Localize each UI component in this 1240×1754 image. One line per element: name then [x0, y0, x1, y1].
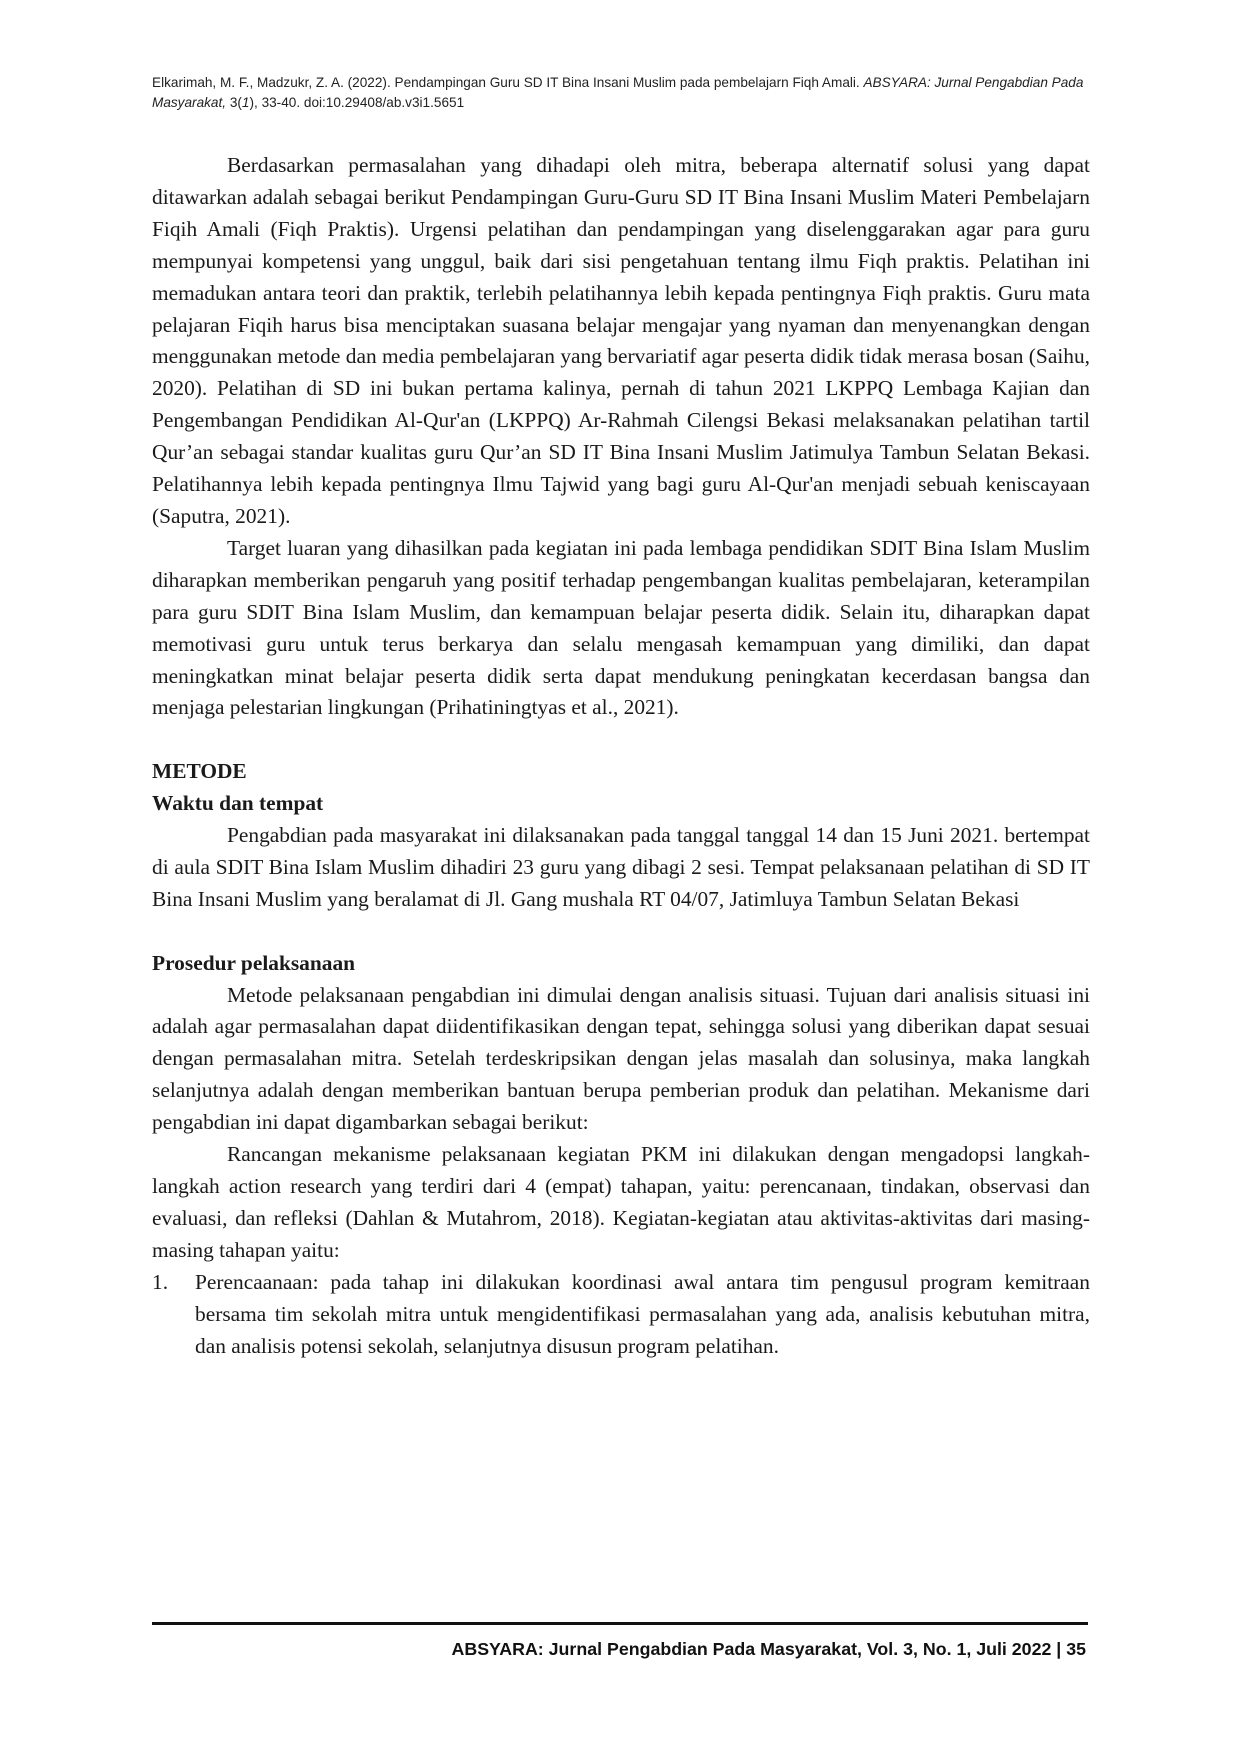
- list-item: [152, 1267, 1090, 1363]
- section-spacer: [152, 916, 1090, 948]
- page-footer: ABSYARA: Jurnal Pengabdian Pada Masyarakat, Vol. 3, No. 1, Juli 2022 | 35: [451, 1639, 1086, 1659]
- citation-pages-doi: ), 33-40. doi:10.29408/ab.v3i1.5651: [249, 95, 465, 110]
- footer-rule: [152, 1622, 1088, 1625]
- section-spacer: [152, 724, 1090, 756]
- citation-header: [152, 73, 1102, 113]
- citation-authors: Elkarimah, M. F., Madzukr, Z. A. (2022). Pendampingan Guru SD IT Bina Insani Muslim pada pembelajarn Fiqh Amali.: [152, 75, 864, 90]
- paragraph-prosedur: Metode pelaksanaan pengabdian ini dimulai dengan analisis situasi. Tujuan dari analisis situasi ini adalah agar permasalahan dapat diidentifikasikan dengan tepat, sehingga solusi yang diberikan dapat sesuai dengan permasalahan mitra. Setelah terdeskripsikan dengan jelas masalah dan solusinya, maka langkah selanjutnya adalah dengan memberikan bantuan berupa pemberian produk dan pelatihan. Mekanisme dari pengabdian ini dapat digambarkan sebagai berikut:: [152, 982, 1090, 1135]
- citation-issue: 1: [241, 95, 250, 110]
- citation-line-1: [152, 73, 1102, 113]
- article-body: [152, 150, 1090, 1362]
- list-item-number: 1.: [152, 1269, 169, 1294]
- paragraph-rancangan: Rancangan mekanisme pelaksanaan kegiatan PKM ini dilakukan dengan mengadopsi langkah-langkah action research yang terdiri dari 4 (empat) tahapan, yaitu: perencanaan, tindakan, observasi dan evaluasi, dan refleksi (Dahlan & Mutahrom, 2018). Kegiatan-kegiatan atau aktivitas-aktivitas dari masing-masing tahapan yaitu:: [152, 1142, 1090, 1262]
- paragraph-solutions: Berdasarkan permasalahan yang dihadapi oleh mitra, beberapa alternatif solusi yang dapat ditawarkan adalah sebagai berikut Pendampingan Guru-Guru SD IT Bina Insani Muslim Materi Pembelajarn Fiqih Amali (Fiqh Praktis). Urgensi pelatihan dan pendampingan yang diselenggarakan agar para guru mempunyai kompetensi yang unggul, baik dari sisi pengetahuan tentang ilmu Fiqh praktis. Pelatihan ini memadukan antara teori dan praktik, terlebih pelatihannya lebih kepada pentingnya Fiqh praktis. Guru mata pelajaran Fiqih harus bisa menciptakan suasana belajar mengajar yang nyaman dan menyenangkan dengan menggunakan metode dan media pembelajaran yang bervariatif agar peserta didik tidak merasa bosan (Saihu, 2020). Pelatihan di SD ini bukan pertama kalinya, pernah di tahun 2021 LKPPQ Lembaga Kajian dan Pengembangan Pendidikan Al-Qur'an (LKPPQ) Ar-Rahmah Cilengsi Bekasi melaksanakan pelatihan tartil Qur’an sebagai standar kualitas guru Qur’an SD IT Bina Insani Muslim Jatimulya Tambun Selatan Bekasi. Pelatihannya lebih kepada pentingnya Ilmu Tajwid yang bagi guru Al-Qur'an menjadi sebuah keniscayaan (Saputra, 2021).: [152, 153, 1090, 528]
- heading-metode: METODE: [152, 759, 247, 784]
- stage-list: [152, 1267, 1090, 1363]
- heading-waktu-tempat: Waktu dan tempat: [152, 791, 324, 816]
- heading-prosedur: Prosedur pelaksanaan: [152, 950, 356, 975]
- citation-volume: 3(: [226, 95, 242, 110]
- list-item-text: Perencaanaan: pada tahap ini dilakukan koordinasi awal antara tim pengusul program kemitraan bersama tim sekolah mitra untuk mengidentifikasi permasalahan yang ada, analisis kebutuhan mitra, dan analisis potensi sekolah, selanjutnya disusun program pelatihan.: [195, 1269, 1090, 1358]
- paragraph-target: Target luaran yang dihasilkan pada kegiatan ini pada lembaga pendidikan SDIT Bina Islam Muslim diharapkan memberikan pengaruh yang positif terhadap pengembangan kualitas pembelajaran, keterampilan para guru SDIT Bina Islam Muslim, dan kemampuan belajar peserta didik. Selain itu, diharapkan dapat memotivasi guru untuk terus berkarya dan selalu mengasah kemampuan yang dimiliki, dan dapat meningkatkan minat belajar peserta didik serta dapat mendukung peningkatan kecerdasan bangsa dan menjaga pelestarian lingkungan (Prihatiningtyas et al., 2021).: [152, 535, 1090, 720]
- citation-journal: ABSYARA: Jurnal Pengabdian Pada Masyarakat,: [152, 75, 1084, 110]
- paragraph-waktu: Pengabdian pada masyarakat ini dilaksanakan pada tanggal tanggal 14 dan 15 Juni 2021. bertempat di aula SDIT Bina Islam Muslim dihadiri 23 guru yang dibagi 2 sesi. Tempat pelaksanaan pelatihan di SD IT Bina Insani Muslim yang beralamat di Jl. Gang mushala RT 04/07, Jatimluya Tambun Selatan Bekasi: [152, 823, 1090, 911]
